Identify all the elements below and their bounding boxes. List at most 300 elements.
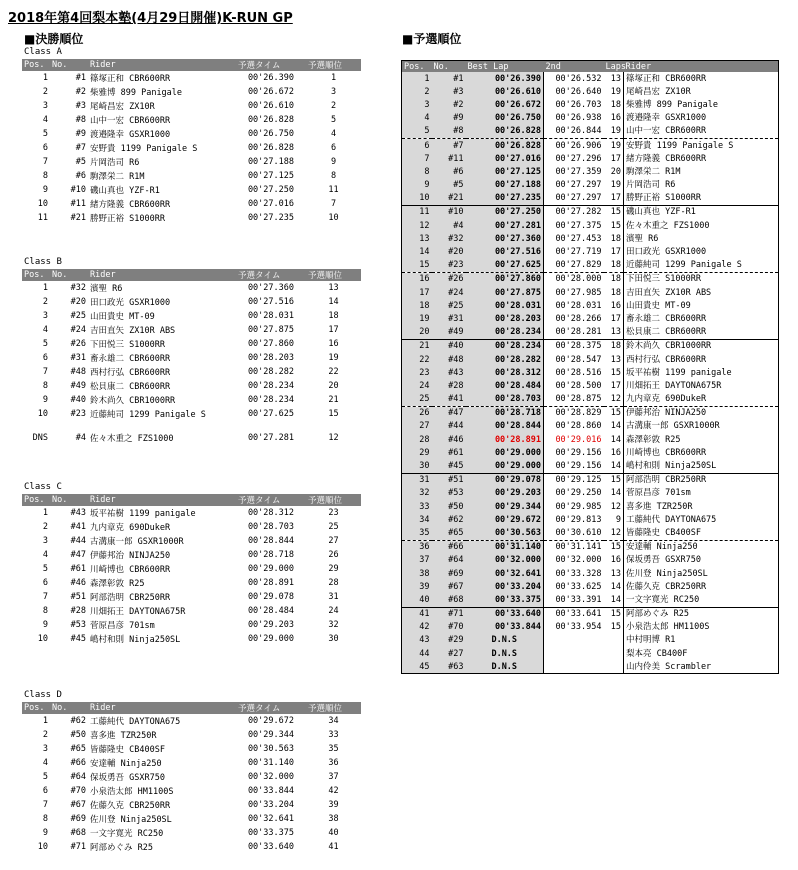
no-cell: #71: [70, 842, 86, 852]
pos-cell: 30: [402, 459, 432, 473]
pos-cell: 9: [42, 395, 48, 405]
table-row: [22, 183, 361, 197]
time-cell: 00'28.312: [247, 508, 294, 518]
second-lap-cell: [544, 634, 604, 647]
pos-cell: 3: [42, 536, 48, 546]
pos-cell: 8: [402, 165, 432, 178]
header-cell: 予選順位: [306, 59, 361, 71]
second-lap-cell: 00'29.016: [544, 433, 604, 446]
no-cell: #10: [432, 205, 466, 219]
no-cell: #2: [432, 98, 466, 111]
col-no: No.: [432, 61, 466, 73]
pos-cell: 23: [402, 366, 432, 379]
time-cell: 00'27.625: [247, 409, 294, 419]
rider-cell: 濱聖 R6: [624, 232, 779, 245]
table-row: [402, 125, 779, 139]
no-cell: #49: [432, 326, 466, 340]
second-lap-cell: 00'29.985: [544, 500, 604, 513]
qual-rank-cell: 10: [328, 213, 339, 223]
pos-cell: 18: [402, 299, 432, 312]
second-lap-cell: 00'29.125: [544, 473, 604, 487]
no-cell: #23: [70, 409, 86, 419]
no-cell: #4: [75, 433, 86, 443]
pos-cell: 7: [42, 800, 48, 810]
second-lap-cell: 00'27.297: [544, 179, 604, 192]
second-lap-cell: 00'31.141: [544, 540, 604, 554]
rider-cell: 山田貴史 MT-09: [90, 312, 155, 322]
pos-cell: 10: [37, 409, 48, 419]
table-row: [402, 326, 779, 340]
table-row: [402, 420, 779, 433]
header-cell: No.: [50, 269, 88, 281]
table-row: [22, 113, 361, 127]
time-cell: 00'28.844: [247, 536, 294, 546]
rider-cell: 下田悦三 S1000RR: [90, 340, 165, 350]
best-lap-cell: 00'26.672: [466, 98, 544, 111]
table-row: [22, 323, 361, 337]
rider-cell: 篠塚正和 CBR600RR: [624, 72, 779, 85]
table-row: [402, 406, 779, 420]
rider-cell: 工藤純代 DAYTONA675: [624, 513, 779, 526]
table-row: [22, 756, 361, 770]
page-title: 2018年第4回梨本塾(4月29日開催)K-RUN GP: [8, 11, 293, 26]
second-lap-cell: 00'33.954: [544, 621, 604, 634]
time-cell: 00'33.375: [247, 828, 294, 838]
pos-cell: 14: [402, 245, 432, 258]
header-cell: Rider: [88, 269, 236, 281]
best-lap-cell: 00'31.140: [466, 540, 544, 554]
no-cell: #63: [432, 660, 466, 674]
header-cell: 予選タイム: [236, 269, 306, 281]
second-lap-cell: 00'26.703: [544, 98, 604, 111]
rider-cell: 緒方隆義 CBR600RR: [90, 200, 171, 210]
laps-cell: 17: [610, 193, 621, 204]
best-lap-cell: 00'26.828: [466, 138, 544, 152]
best-lap-cell: 00'28.234: [466, 339, 544, 353]
final-results-heading: ■決勝順位: [24, 32, 84, 46]
rider-cell: 渡邉隆幸 GSXR1000: [90, 130, 171, 140]
rider-cell: 佐々木重之 FZS1000: [90, 434, 174, 444]
laps-cell: 13: [610, 73, 621, 84]
laps-cell: 16: [610, 113, 621, 124]
pos-cell: 9: [42, 828, 48, 838]
rider-cell: 松貝康二 CBR600RR: [624, 326, 779, 340]
table-row: [402, 339, 779, 353]
no-cell: #71: [432, 607, 466, 621]
best-lap-cell: 00'33.204: [466, 580, 544, 593]
rider-cell: 阿部めぐみ R25: [90, 843, 153, 853]
pos-cell: 1: [42, 283, 48, 293]
no-cell: #8: [432, 125, 466, 139]
no-cell: #4: [432, 219, 466, 232]
table-row: [402, 353, 779, 366]
time-cell: 00'27.360: [247, 283, 294, 293]
no-cell: #68: [432, 593, 466, 607]
time-cell: 00'27.250: [247, 185, 294, 195]
no-cell: #25: [432, 299, 466, 312]
pos-cell: 3: [42, 101, 48, 111]
second-lap-cell: 00'27.359: [544, 165, 604, 178]
laps-cell: 19: [610, 126, 621, 137]
no-cell: #61: [432, 446, 466, 459]
rider-cell: 川畑拓王 DAYTONA675R: [624, 379, 779, 392]
rider-cell: 九内章克 690DukeR: [90, 523, 171, 533]
qual-rank-cell: 38: [328, 814, 339, 824]
time-cell: 00'28.234: [247, 395, 294, 405]
rider-cell: 菅原昌彦 701sm: [624, 487, 779, 500]
rider-cell: 坂平祐樹 1199 panigale: [90, 509, 196, 519]
rider-cell: 嶋村和則 Ninja250SL: [90, 635, 181, 645]
class-label: Class C: [24, 482, 62, 492]
table-row: [22, 407, 361, 421]
no-cell: #40: [70, 395, 86, 405]
table-row: [402, 286, 779, 299]
pos-cell: 3: [42, 744, 48, 754]
class-header-row: [22, 494, 361, 506]
time-cell: 00'28.718: [247, 550, 294, 560]
laps-cell: 19: [610, 180, 621, 191]
table-row: [22, 562, 361, 576]
header-cell: Pos.: [22, 702, 50, 714]
no-cell: #9: [75, 129, 86, 139]
qual-rank-cell: 23: [328, 508, 339, 518]
rider-cell: 保坂勇吾 GSXR750: [90, 773, 165, 783]
table-row: [22, 351, 361, 365]
no-cell: #6: [75, 171, 86, 181]
best-lap-cell: 00'26.390: [466, 72, 544, 85]
qual-rank-cell: 18: [328, 311, 339, 321]
rider-cell: 磯山真也 YZF-R1: [90, 186, 160, 196]
no-cell: #50: [70, 730, 86, 740]
table-row: [22, 281, 361, 295]
time-cell: 00'33.204: [247, 800, 294, 810]
pos-cell: 4: [42, 115, 48, 125]
pos-cell: 10: [37, 842, 48, 852]
col-laps: Laps: [605, 61, 626, 72]
qual-rank-cell: 4: [330, 129, 337, 139]
qualifying-heading: ■予選順位: [402, 32, 462, 46]
rider-cell: 田口政光 GSXR1000: [624, 245, 779, 258]
no-cell: #21: [70, 213, 86, 223]
table-row: [402, 554, 779, 567]
no-cell: #41: [70, 522, 86, 532]
pos-cell: 3: [402, 98, 432, 111]
pos-cell: 7: [42, 157, 48, 167]
laps-cell: 15: [604, 473, 624, 487]
no-cell: #47: [70, 550, 86, 560]
rider-cell: 阿部浩明 CBR250RR: [624, 473, 779, 487]
spacer-cell: [22, 421, 361, 431]
second-lap-cell: 00'33.625: [544, 580, 604, 593]
class-results-table: [22, 269, 361, 445]
laps-cell: 18: [604, 339, 624, 353]
pos-cell: 32: [402, 487, 432, 500]
best-lap-cell: 00'27.360: [466, 232, 544, 245]
rider-cell: 近藤純司 1299 Panigale S: [624, 259, 779, 273]
second-lap-cell: 00'28.875: [544, 393, 604, 407]
table-row: [402, 299, 779, 312]
qual-rank-cell: 20: [328, 381, 339, 391]
second-lap-cell: 00'30.610: [544, 526, 604, 540]
laps-cell: 15: [610, 622, 621, 633]
rider-cell: 尾崎昌宏 ZX10R: [90, 102, 155, 112]
time-cell: 00'29.078: [247, 592, 294, 602]
rider-cell: 片岡浩司 R6: [90, 158, 140, 168]
pos-cell: 8: [42, 814, 48, 824]
table-row: [402, 192, 779, 206]
table-row: [402, 526, 779, 540]
laps-cell: 15: [610, 367, 621, 378]
table-row: [22, 295, 361, 309]
pos-cell: 36: [402, 540, 432, 554]
no-cell: #50: [432, 500, 466, 513]
qual-rank-cell: 34: [328, 716, 339, 726]
no-cell: #45: [432, 459, 466, 473]
time-cell: 00'29.203: [247, 620, 294, 630]
best-lap-cell: D.N.S: [466, 660, 544, 674]
class-label: Class B: [24, 257, 62, 267]
no-cell: #26: [70, 339, 86, 349]
laps-cell: 12: [610, 394, 621, 405]
table-row: [22, 520, 361, 534]
rider-cell: 西村行弘 CBR600RR: [90, 368, 171, 378]
second-lap-cell: 00'29.156: [544, 446, 604, 459]
second-lap-cell: 00'28.266: [544, 312, 604, 325]
table-row: [402, 500, 779, 513]
pos-cell: 4: [42, 550, 48, 560]
rider-cell: 工藤純代 DAYTONA675: [90, 717, 181, 727]
rider-cell: 山中一宏 CBR600RR: [90, 116, 171, 126]
no-cell: #1: [75, 73, 86, 83]
time-cell: 00'28.703: [247, 522, 294, 532]
time-cell: 00'27.516: [247, 297, 294, 307]
no-cell: #48: [432, 353, 466, 366]
laps-cell: 17: [610, 313, 621, 324]
rider-cell: 嶋村和則 Ninja250SL: [624, 459, 779, 473]
table-row: [22, 548, 361, 562]
second-lap-cell: 00'28.860: [544, 420, 604, 433]
pos-cell: 12: [402, 219, 432, 232]
col-pos: Pos.: [402, 61, 432, 73]
no-cell: #44: [432, 420, 466, 433]
pos-cell: 6: [42, 143, 48, 153]
table-row: [22, 826, 361, 840]
table-row: [22, 604, 361, 618]
no-cell: #20: [432, 245, 466, 258]
class-results-table: [22, 59, 361, 225]
laps-cell: 15: [610, 220, 621, 231]
no-cell: #5: [432, 179, 466, 192]
table-row: [22, 798, 361, 812]
no-cell: #29: [432, 634, 466, 647]
rider-cell: 駒澤栄二 R1M: [624, 165, 779, 178]
rider-cell: 磯山真也 YZF-R1: [624, 205, 779, 219]
time-cell: 00'28.282: [247, 367, 294, 377]
laps-cell: 16: [610, 300, 621, 311]
laps-cell: 13: [610, 327, 621, 338]
table-row: [402, 459, 779, 473]
pos-cell: 6: [42, 353, 48, 363]
rider-cell: 一文字寛光 RC250: [90, 829, 164, 839]
no-cell: #31: [70, 353, 86, 363]
pos-cell: 2: [42, 730, 48, 740]
best-lap-cell: 00'30.563: [466, 526, 544, 540]
rider-cell: 西村行弘 CBR600RR: [624, 353, 779, 366]
rider-cell: 鈴木尚久 CBR1000RR: [90, 396, 176, 406]
qual-rank-cell: 13: [328, 283, 339, 293]
rider-cell: 篠塚正和 CBR600RR: [90, 74, 171, 84]
best-lap-cell: 00'29.672: [466, 513, 544, 526]
second-lap-cell: 00'27.297: [544, 192, 604, 206]
pos-cell: 8: [42, 606, 48, 616]
rider-cell: 緒方隆義 CBR600RR: [624, 152, 779, 165]
laps-cell: 15: [604, 607, 624, 621]
second-lap-cell: 00'27.453: [544, 232, 604, 245]
second-lap-cell: 00'28.516: [544, 366, 604, 379]
table-row: [402, 312, 779, 325]
table-row: [402, 259, 779, 273]
best-lap-cell: 00'28.312: [466, 366, 544, 379]
qual-rank-cell: 1: [330, 73, 337, 83]
table-row: [22, 309, 361, 323]
pos-cell: 11: [37, 213, 48, 223]
table-row: [402, 272, 779, 286]
pos-cell: 1: [42, 508, 48, 518]
pos-cell: 9: [42, 620, 48, 630]
table-row: [402, 487, 779, 500]
second-lap-cell: 00'29.250: [544, 487, 604, 500]
rider-cell: 菅原昌彦 701sm: [90, 621, 155, 631]
rider-cell: 下田悦三 S1000RR: [624, 272, 779, 286]
time-cell: 00'28.031: [247, 311, 294, 321]
second-lap-cell: 00'28.500: [544, 379, 604, 392]
table-row: [402, 138, 779, 152]
class-results-table: [22, 702, 361, 854]
table-row: [402, 567, 779, 580]
no-cell: #65: [432, 526, 466, 540]
table-row: [22, 632, 361, 646]
no-cell: #7: [75, 143, 86, 153]
class-header-row: [22, 702, 361, 714]
no-cell: #20: [70, 297, 86, 307]
pos-cell: 10: [402, 192, 432, 206]
table-row: [402, 540, 779, 554]
table-row: [402, 366, 779, 379]
time-cell: 00'32.641: [247, 814, 294, 824]
qual-rank-cell: 42: [328, 786, 339, 796]
laps-cell: 18: [610, 99, 621, 110]
pos-cell: 5: [402, 125, 432, 139]
table-row: [22, 770, 361, 784]
pos-cell: 2: [402, 85, 432, 98]
time-cell: 00'28.891: [247, 578, 294, 588]
pos-cell: 7: [42, 367, 48, 377]
pos-cell: 19: [402, 312, 432, 325]
no-cell: #44: [70, 536, 86, 546]
pos-cell: 25: [402, 393, 432, 407]
rider-cell: 阿部めぐみ R25: [624, 607, 779, 621]
rider-cell: 梨本亮 CB400F: [624, 647, 779, 660]
pos-cell: 42: [402, 621, 432, 634]
class-label: Class D: [24, 690, 62, 700]
pos-cell: 20: [402, 326, 432, 340]
best-lap-cell: 00'28.234: [466, 326, 544, 340]
rider-cell: 近藤純司 1299 Panigale S: [90, 410, 206, 420]
rider-cell: 伊藤邦治 NINJA250: [624, 406, 779, 420]
qual-rank-cell: 7: [330, 199, 337, 209]
rider-cell: 松貝康二 CBR600RR: [90, 382, 171, 392]
header-cell: 予選タイム: [236, 59, 306, 71]
second-lap-cell: 00'26.938: [544, 112, 604, 125]
best-lap-cell: 00'28.844: [466, 420, 544, 433]
best-lap-cell: D.N.S: [466, 634, 544, 647]
table-row: [402, 446, 779, 459]
time-cell: 00'29.000: [247, 564, 294, 574]
qual-rank-cell: 21: [328, 395, 339, 405]
header-cell: Pos.: [22, 269, 50, 281]
best-lap-cell: 00'28.031: [466, 299, 544, 312]
table-row: [402, 513, 779, 526]
rider-cell: 安野貴 1199 Panigale S: [624, 138, 779, 152]
second-lap-cell: 00'26.640: [544, 85, 604, 98]
laps-cell: 19: [604, 138, 624, 152]
qual-rank-cell: 22: [328, 367, 339, 377]
pos-cell: 29: [402, 446, 432, 459]
table-row: [402, 245, 779, 258]
pos-cell: 33: [402, 500, 432, 513]
no-cell: #3: [75, 101, 86, 111]
qual-rank-cell: 33: [328, 730, 339, 740]
time-cell: 00'30.563: [247, 744, 294, 754]
header-cell: 予選順位: [306, 269, 361, 281]
table-row: [402, 165, 779, 178]
rider-cell: 片岡浩司 R6: [624, 179, 779, 192]
qual-rank-cell: 31: [328, 592, 339, 602]
rider-cell: 山中一宏 CBR600RR: [624, 125, 779, 139]
no-cell: #32: [432, 232, 466, 245]
time-cell: 00'28.234: [247, 381, 294, 391]
qual-rank-cell: 12: [328, 433, 339, 443]
no-cell: #32: [70, 283, 86, 293]
header-cell: Rider: [88, 494, 236, 506]
time-cell: 00'27.235: [247, 213, 294, 223]
table-row: [22, 337, 361, 351]
laps-cell: 9: [615, 514, 621, 525]
no-cell: #70: [70, 786, 86, 796]
best-lap-cell: 00'33.640: [466, 607, 544, 621]
laps-cell: 15: [604, 205, 624, 219]
pos-cell: 22: [402, 353, 432, 366]
time-cell: 00'26.672: [247, 87, 294, 97]
table-row: [402, 580, 779, 593]
pos-cell: 9: [402, 179, 432, 192]
no-cell: #46: [70, 578, 86, 588]
time-cell: 00'27.125: [247, 171, 294, 181]
time-cell: 00'26.750: [247, 129, 294, 139]
pos-cell: 27: [402, 420, 432, 433]
no-cell: #9: [432, 112, 466, 125]
table-row: [22, 431, 361, 445]
qual-rank-cell: 19: [328, 353, 339, 363]
pos-cell: 5: [42, 772, 48, 782]
qual-rank-cell: 41: [328, 842, 339, 852]
rider-cell: 古溝康一郎 GSXR1000R: [90, 537, 184, 547]
table-row: [22, 784, 361, 798]
pos-cell: 13: [402, 232, 432, 245]
rider-cell: 吉田直矢 ZX10R ABS: [624, 286, 779, 299]
no-cell: #28: [70, 606, 86, 616]
header-cell: Rider: [88, 702, 236, 714]
